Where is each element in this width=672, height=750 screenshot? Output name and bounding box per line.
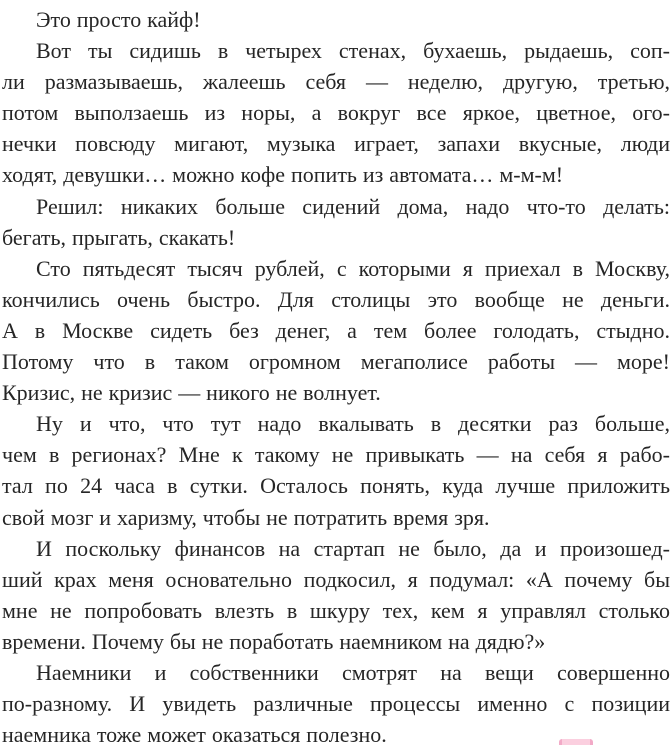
text-line: И поскольку финансов на стартап не было, да и произошед- xyxy=(36,535,670,561)
paragraph xyxy=(2,35,670,190)
text-line: свой мозг и харизму, чтобы не потратить время зря. xyxy=(2,504,490,530)
text-line: ходят, девушки… можно кофе попить из автомата… м-м-м! xyxy=(2,162,564,188)
paragraph xyxy=(2,657,670,750)
text-line: бегать, прыгать, скакать! xyxy=(2,224,236,250)
text-line: по-разному. И увидеть различные процессы именно с позиции xyxy=(2,691,670,717)
text-line: нечки повсюду мигают, музыка играет, запахи вкусные, люди xyxy=(2,131,670,157)
paragraph xyxy=(2,408,670,532)
text-line: тал по 24 часа в сутки. Осталось понять, куда лучше приложить xyxy=(2,473,670,499)
text-line: Это просто кайф! xyxy=(36,7,201,32)
text-line: Наемники и собственники смотрят на вещи совершенно xyxy=(36,659,670,685)
text-line: Сто пятьдесят тысяч рублей, с которыми я приехал в Москву, xyxy=(36,255,670,281)
text-line: потом выползаешь из норы, а вокруг все яркое, цветное, ого- xyxy=(2,100,670,126)
text-line: ли размазываешь, жалеешь себя — неделю, другую, третью, xyxy=(2,69,670,95)
text-line: Решил: никаких больше сидений дома, надо что-то делать: xyxy=(36,193,670,219)
paragraph xyxy=(2,4,670,35)
paragraph xyxy=(2,253,670,408)
text-line: наемника тоже может оказаться полезно. xyxy=(2,722,387,748)
text-line: Ну и что, что тут надо вкалывать в десятки раз больше, xyxy=(36,411,670,437)
text-line: мне не попробовать влезть в шкуру тех, кем я управлял столько xyxy=(2,597,670,623)
text-line: времени. Почему бы не поработать наемником на дядю?» xyxy=(2,628,546,654)
text-line: А в Москве сидеть без денег, а тем более голодать, стыдно. xyxy=(2,317,670,343)
paragraph xyxy=(2,191,670,253)
highlight-fragment xyxy=(559,739,593,745)
text-line: ший крах меня основательно подкосил, я подумал: «А почему бы xyxy=(2,566,670,592)
paragraph xyxy=(2,533,670,657)
text-line: Кризис, не кризис — никого не волнует. xyxy=(2,380,381,406)
text-line: Вот ты сидишь в четырех стенах, бухаешь, рыдаешь, соп- xyxy=(36,38,670,64)
text-line: кончились очень быстро. Для столицы это вообще не деньги. xyxy=(2,286,670,312)
text-line: Потому что в таком огромном мегаполисе работы — море! xyxy=(2,349,670,375)
text-line: чем в регионах? Мне к такому не привыкать — на себя я рабо- xyxy=(2,442,670,468)
